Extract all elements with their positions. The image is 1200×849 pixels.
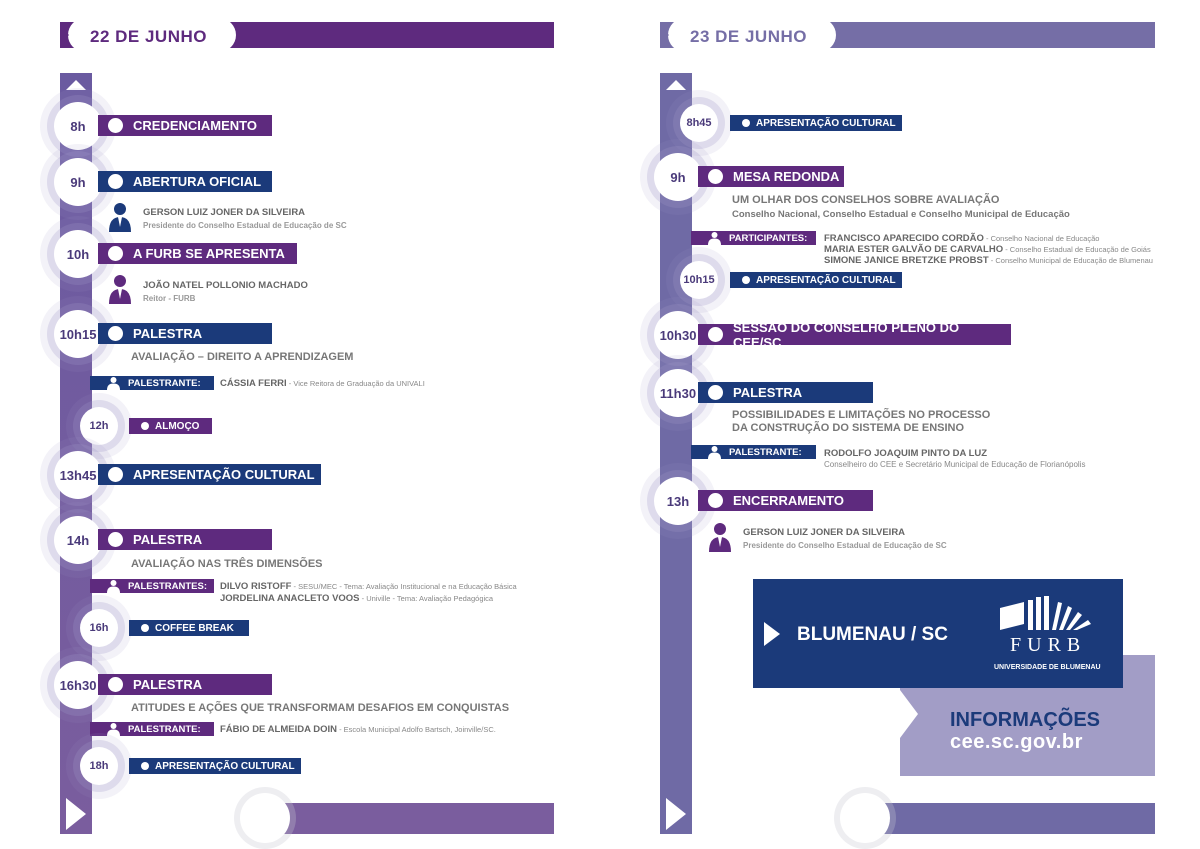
bullet-icon [108, 118, 123, 133]
palestra2-bar: PALESTRA [98, 529, 272, 550]
bullet-icon [108, 246, 123, 261]
time-r-11h30: 11h30 [654, 369, 702, 417]
time-10h15: 10h15 [54, 310, 102, 358]
r-palestra-subtitle: POSSIBILIDADES E LIMITAÇÕES NO PROCESSO [732, 409, 991, 421]
right-footer-bar [868, 803, 1155, 834]
bullet-icon [141, 422, 149, 430]
scroll-up-icon[interactable] [64, 78, 88, 92]
palestra3-speaker: FÁBIO DE ALMEIDA DOIN - Escola Municipal Adolfo Bartsch, Joinville/SC. [220, 724, 496, 735]
time-r-9h: 9h [654, 153, 702, 201]
abertura-speaker: GERSON LUIZ JONER DA SILVEIRA [143, 207, 306, 218]
left-footer-bar [268, 803, 554, 834]
time-r-10h30: 10h30 [654, 311, 702, 359]
palestra1-speaker: CÁSSIA FERRI - Vice Reitora de Graduação da UNIVALI [220, 378, 425, 389]
encerramento-speaker-role: Presidente do Conselho Estadual de Educação de SC [743, 541, 947, 550]
mesa-participant1: FRANCISCO APARECIDO CORDÃO - Conselho Nacional de Educação [824, 233, 1100, 244]
info-url[interactable]: cee.sc.gov.br [950, 731, 1083, 753]
palestra3-subtitle: ATITUDES E AÇÕES QUE TRANSFORMAM DESAFIOS EM CONQUISTAS [131, 702, 510, 714]
r-cultural2-bar: APRESENTAÇÃO CULTURAL [730, 272, 902, 288]
scroll-up-icon[interactable] [664, 78, 688, 92]
play-icon [762, 620, 782, 648]
person-icon [107, 579, 120, 593]
time-9h: 9h [54, 158, 102, 206]
r-palestra-speaker-role: Conselheiro do CEE e Secretário Municipal de Educação de Florianópolis [824, 460, 1086, 469]
bullet-icon [108, 467, 123, 482]
time-12h: 12h [80, 407, 118, 445]
participantes-tag: PARTICIPANTES: [691, 231, 816, 245]
palestrante-tag: PALESTRANTE: [691, 445, 816, 459]
right-day-title: 23 DE JUNHO [690, 27, 807, 46]
coffee-bar: COFFEE BREAK [129, 620, 249, 636]
time-16h30: 16h30 [54, 661, 102, 709]
r-palestra-subtitle2: DA CONSTRUÇÃO DO SISTEMA DE ENSINO [732, 422, 965, 434]
mesa-subtitle2: Conselho Nacional, Conselho Estadual e Conselho Municipal de Educação [732, 209, 1070, 220]
person-icon [708, 445, 721, 459]
left-day-title: 22 DE JUNHO [90, 27, 207, 46]
person-icon [108, 200, 132, 232]
person-icon [708, 520, 732, 552]
time-8h45: 8h45 [680, 104, 718, 142]
time-18h: 18h [80, 747, 118, 785]
furb-logo-text: FURB [1010, 634, 1087, 656]
cultural-bar: APRESENTAÇÃO CULTURAL [98, 464, 321, 485]
bullet-icon [108, 677, 123, 692]
time-13h45: 13h45 [54, 451, 102, 499]
person-icon [108, 272, 132, 304]
blumenau-label: BLUMENAU / SC [797, 624, 948, 645]
mesa-participant3: SIMONE JANICE BRETZKE PROBST - Conselho Municipal de Educação de Blumenau [824, 255, 1153, 266]
person-icon [107, 376, 120, 390]
bullet-icon [708, 169, 723, 184]
bullet-icon [708, 385, 723, 400]
furb-speaker-role: Reitor - FURB [143, 294, 196, 303]
time-14h: 14h [54, 516, 102, 564]
palestra2-speaker2: JORDELINA ANACLETO VOOS - Univille - Tema: Avaliação Pedagógica [220, 593, 494, 604]
palestra2-speaker1: DILVO RISTOFF - SESU/MEC - Tema: Avaliação Institucional e na Educação Básica [220, 581, 517, 592]
r-palestra-speaker: RODOLFO JOAQUIM PINTO DA LUZ [824, 448, 988, 459]
bullet-icon [108, 174, 123, 189]
time-r-10h15: 10h15 [680, 261, 718, 299]
palestra1-bar: PALESTRA [98, 323, 272, 344]
time-10h: 10h [54, 230, 102, 278]
bullet-icon [108, 532, 123, 547]
palestrantes-tag: PALESTRANTES: [90, 579, 214, 593]
mesa-participant2: MARIA ESTER GALVÃO DE CARVALHO - Conselho Estadual de Educação de Goiás [824, 244, 1151, 255]
abertura-bar: ABERTURA OFICIAL [98, 171, 272, 192]
bullet-icon [708, 493, 723, 508]
palestrante-tag: PALESTRANTE: [90, 376, 214, 390]
encerramento-speaker: GERSON LUIZ JONER DA SILVEIRA [743, 527, 906, 538]
play-next-icon[interactable] [664, 796, 688, 832]
palestra2-subtitle: AVALIAÇÃO NAS TRÊS DIMENSÕES [131, 558, 323, 570]
encerramento-bar: ENCERRAMENTO [698, 490, 873, 511]
time-r-13h: 13h [654, 477, 702, 525]
furb-bar: A FURB SE APRESENTA [98, 243, 297, 264]
credenciamento-bar: CREDENCIAMENTO [98, 115, 272, 136]
bullet-icon [708, 327, 723, 342]
palestrante-tag: PALESTRANTE: [90, 722, 214, 736]
furb-speaker: JOÃO NATEL POLLONIO MACHADO [143, 280, 308, 291]
info-title: INFORMAÇÕES [950, 709, 1100, 731]
almoco-bar: ALMOÇO [129, 418, 212, 434]
r-palestra-bar: PALESTRA [698, 382, 873, 403]
time-16h: 16h [80, 609, 118, 647]
r-cultural1-bar: APRESENTAÇÃO CULTURAL [730, 115, 902, 131]
play-next-icon[interactable] [64, 796, 88, 832]
bullet-icon [108, 326, 123, 341]
bullet-icon [742, 119, 750, 127]
time-8h: 8h [54, 102, 102, 150]
furb-logo-icon [996, 594, 1100, 634]
mesa-bar: MESA REDONDA [698, 166, 844, 187]
bullet-icon [141, 762, 149, 770]
palestra3-bar: PALESTRA [98, 674, 272, 695]
mesa-subtitle: UM OLHAR DOS CONSELHOS SOBRE AVALIAÇÃO [732, 194, 1000, 206]
bullet-icon [141, 624, 149, 632]
person-icon [107, 722, 120, 736]
cultural2-bar: APRESENTAÇÃO CULTURAL [129, 758, 301, 774]
sessao-bar: SESSÃO DO CONSELHO PLENO DO CEE/SC [698, 324, 1011, 345]
furb-logo-subtitle: UNIVERSIDADE DE BLUMENAU [994, 664, 1101, 671]
person-icon [708, 231, 721, 245]
bullet-icon [742, 276, 750, 284]
abertura-speaker-role: Presidente do Conselho Estadual de Educação de SC [143, 221, 347, 230]
palestra1-subtitle: AVALIAÇÃO – DIREITO A APRENDIZAGEM [131, 351, 354, 363]
